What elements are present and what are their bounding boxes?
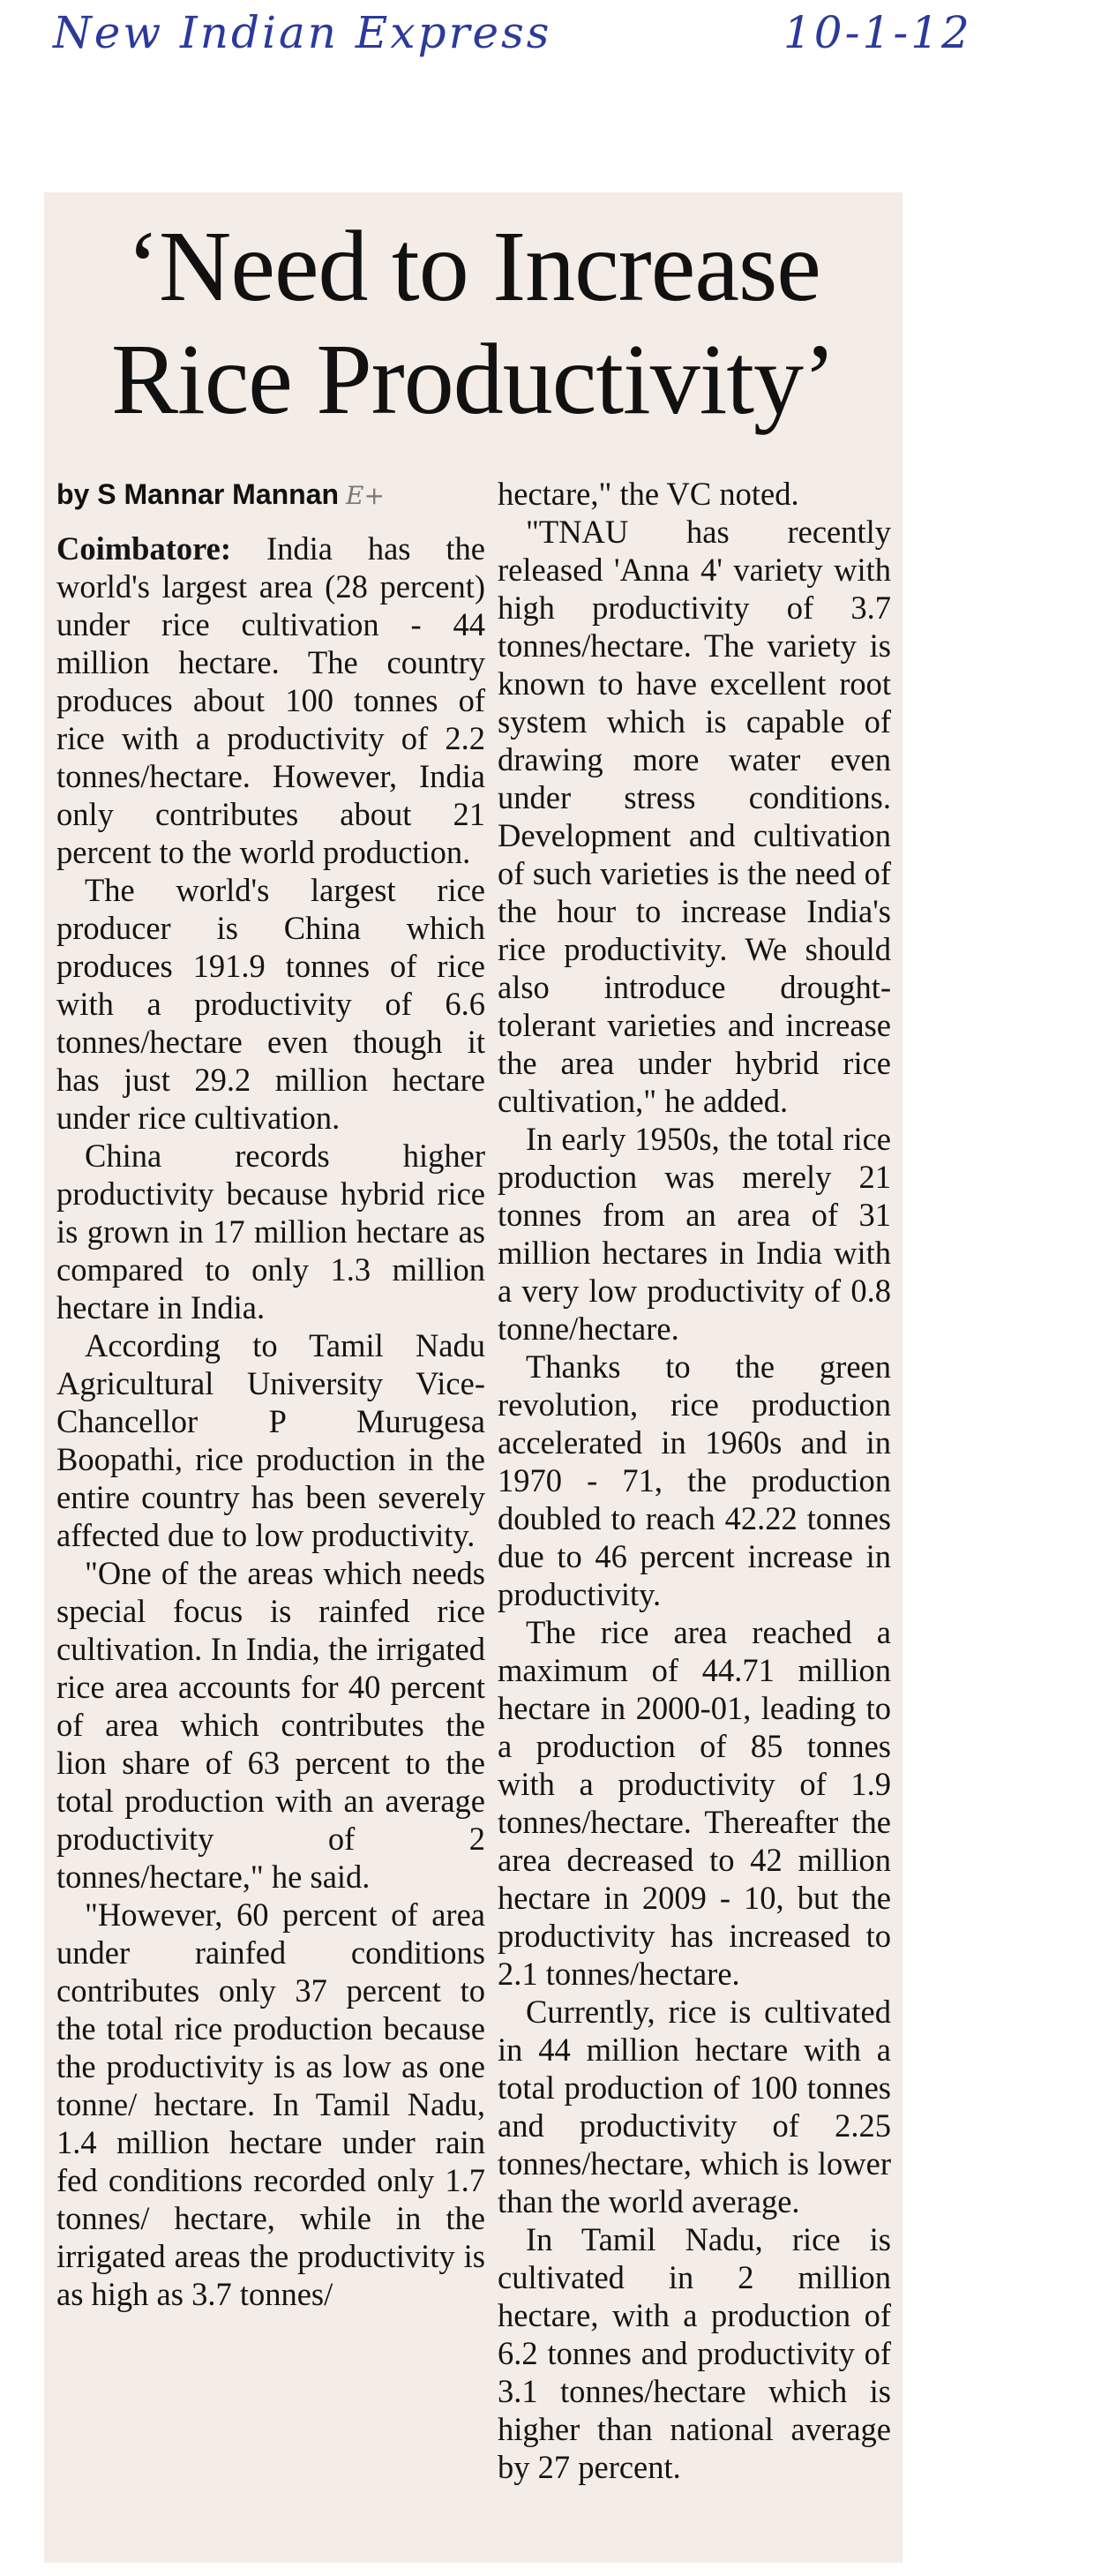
paragraph-text: India has the world's largest area (28 percent) under rice cultivation - 44 million hectare. The country produces about 100 tonnes of rice with a productivity of 2.2 tonnes/hectare. However, India only contributes about 21 percent to the world production.: [56, 530, 486, 870]
paragraph: "One of the areas which needs special focus is rainfed rice cultivation. In India, the irrigated rice area accounts for 40 percent of area which contributes the lion share of 63 percent to the total production with an average productivity of 2 tonnes/hectare," he said.: [56, 1555, 485, 1895]
paragraph: In early 1950s, the total rice production was merely 21 tonnes from an area of 31 million hectares in India with a very low productivity of 0.8 tonne/hectare.: [498, 1121, 891, 1347]
headline: [44, 210, 903, 436]
paragraph: [56, 529, 485, 871]
handwritten-date: 10-1-12: [783, 7, 972, 58]
paragraph-continuation: hectare," the VC noted.: [498, 476, 799, 512]
newspaper-clipping: [44, 192, 903, 2563]
byline: [56, 473, 485, 517]
paragraph: "However, 60 percent of area under rainfed conditions contributes only 37 percent to the total rice production because the productivity is as low as one tonne/ hectare. In Tamil Nadu, 1.4 million hectare under rain fed conditions recorded only 1.7 tonnes/ hectare, while in the irrigated areas the productivity is as high as 3.7 tonnes/: [56, 1896, 485, 2312]
byline-handwritten-note: E+: [346, 481, 385, 510]
paragraph: Currently, rice is cultivated in 44 million hectare with a total production of 100 tonnes and productivity of 2.25 tonnes/hectare, which is lower than the world average.: [498, 1994, 891, 2219]
paragraph: China records higher productivity because hybrid rice is grown in 17 million hectare as compared to only 1.3 million hectare in India.: [56, 1138, 485, 1326]
paragraph: In Tamil Nadu, rice is cultivated in 2 million hectare, with a production of 6.2 tonnes and productivity of 3.1 tonnes/hectare which is higher than national average by 27 percent.: [498, 2221, 891, 2485]
article-column-1: [56, 473, 485, 2313]
paragraph: The rice area reached a maximum of 44.71 million hectare in 2000-01, leading to a production of 85 tonnes with a productivity of 1.9 tonnes/hectare. Thereafter the area decreased to 42 million hectare in 2009 - 10, but the productivity has increased to 2.1 tonnes/hectare.: [498, 1614, 891, 1992]
paragraph: According to Tamil Nadu Agricultural University Vice-Chancellor P Murugesa Boopathi, rice production in the entire country has been severely affected due to low productivity.: [56, 1327, 485, 1553]
article-column-2: [498, 475, 891, 2486]
paragraph: "TNAU has recently released 'Anna 4' variety with high productivity of 3.7 tonnes/hectare. The variety is known to have excellent root system which is capable of drawing more water even under stress conditions. Development and cultivation of such varieties is the need of the hour to increase India's rice productivity. We should also introduce drought-tolerant varieties and increase the area under hybrid rice cultivation," he added.: [498, 514, 891, 1119]
paragraph: The world's largest rice producer is China which produces 191.9 tonnes of rice with a productivity of 6.6 tonnes/hectare even though it has just 29.2 million hectare under rice cultivation.: [56, 872, 485, 1136]
paragraph: Thanks to the green revolution, rice production accelerated in 1960s and in 1970 - 71, the production doubled to reach 42.22 tonnes due to 46 percent increase in productivity.: [498, 1348, 891, 1612]
byline-text: by S Mannar Mannan: [56, 478, 340, 510]
handwritten-publication-name: New Indian Express: [53, 7, 552, 58]
dateline: Coimbatore:: [56, 530, 232, 567]
headline-line-1: ‘Need to Increase: [126, 210, 820, 322]
headline-line-2: Rice Productivity’: [110, 323, 836, 435]
